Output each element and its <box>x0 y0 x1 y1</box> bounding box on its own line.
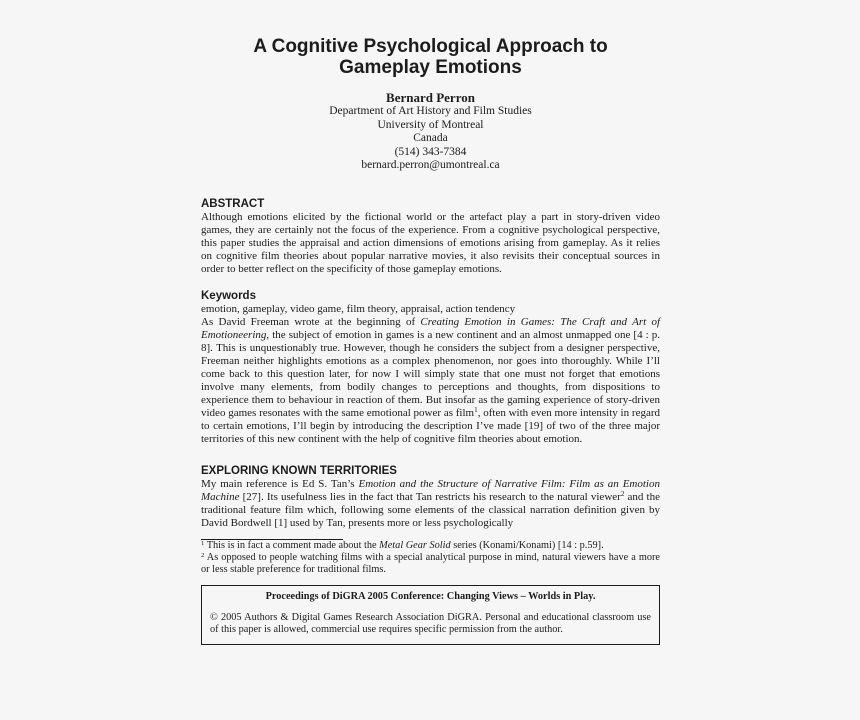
footer-copyright: © 2005 Authors & Digital Games Research Association DiGRA. Personal and educational classroom use of this paper is allowed, commercial use requires specific permission from the author. <box>210 611 651 636</box>
footer-box <box>201 585 660 645</box>
intro-paragraph: As David Freeman wrote at the beginning of Creating Emotion in Games: The Craft and Art of Emotioneering, the subject of emotion in games is a new continent and an almost unmapped one [4 : p. 8]. This is unquestionably true. However, though he considers the subject from a designer perspective, Freeman neither highlights emotions as a complex phenomenon, nor goes into thoroughly. While I’ll come back to this question later, for now I will simply state that one must not forget that emotions involve many elements, from bodily changes to perceptions and thoughts, from dispositions to experience them to behaviour in reaction of them. But insofar as the gaming experience of story-driven video games resonates with the same emotional power as film$^1$, often with even more intensity in regard to certain emotions, I’ll begin by introducing the description I’ve made [19] of two of the three major territories of this new continent with the help of cognitive film theories about emotion. <box>201 315 660 445</box>
footnote-2-text: As opposed to people watching films with a special analytical purpose in mind, natural viewers have a more or less stable preference for traditional films. <box>201 551 660 576</box>
footnote-2-marker: 2 <box>201 551 205 559</box>
footnote-1-marker: 1 <box>201 539 205 547</box>
keywords-text: emotion, gameplay, video game, film theory, appraisal, action tendency <box>201 302 516 315</box>
paper-title <box>201 36 660 78</box>
abstract-text: Although emotions elicited by the fictional world or the artefact play a part in story-driven video games, they are certainly not the focus of the experience. From a cognitive psychological perspective, this paper studies the appraisal and action dimensions of emotions arising from gameplay. As it relies on cognitive film theories about popular narrative movies, it also revisits their conceptual sources in order to better reflect on the specificity of those gameplay emotions. <box>201 210 660 275</box>
paper-title-line-2: Gameplay Emotions <box>339 57 522 78</box>
abstract-heading: ABSTRACT <box>201 197 265 210</box>
affiliation-country: Canada <box>413 132 448 144</box>
affiliation-university: University of Montreal <box>377 118 484 131</box>
footer-proceedings: Proceedings of DiGRA 2005 Conference: Changing Views – Worlds in Play. <box>265 590 596 602</box>
footnote-1-text: This is in fact a comment made about the Metal Gear Solid series (Konami/Konami) [14 : p.59]. <box>204 539 604 551</box>
affiliation-department: Department of Art History and Film Studies <box>329 105 532 117</box>
paper-title-line-1: A Cognitive Psychological Approach to <box>253 36 608 57</box>
footnote-2 <box>201 552 660 577</box>
author-name: Bernard Perron <box>386 90 475 105</box>
section-paragraph: My main reference is Ed S. Tan’s Emotion and the Structure of Narrative Film: Film as an Emotion Machine [27]. Its usefulness lies in the fact that Tan restricts his research to the natural viewer$^2$ and the traditional feature film which, following some elements of the classical narration definition given by David Bordwell [1] used by Tan, presents more or less psychologically <box>201 477 660 529</box>
affiliation-phone: (514) 343-7384 <box>394 145 467 158</box>
paper-content-column <box>201 0 660 645</box>
affiliation-email: bernard.perron@umontreal.ca <box>361 159 500 171</box>
keywords-heading: Keywords <box>201 289 256 302</box>
section-heading: EXPLORING KNOWN TERRITORIES <box>201 464 397 477</box>
footnote-1 <box>201 540 660 552</box>
